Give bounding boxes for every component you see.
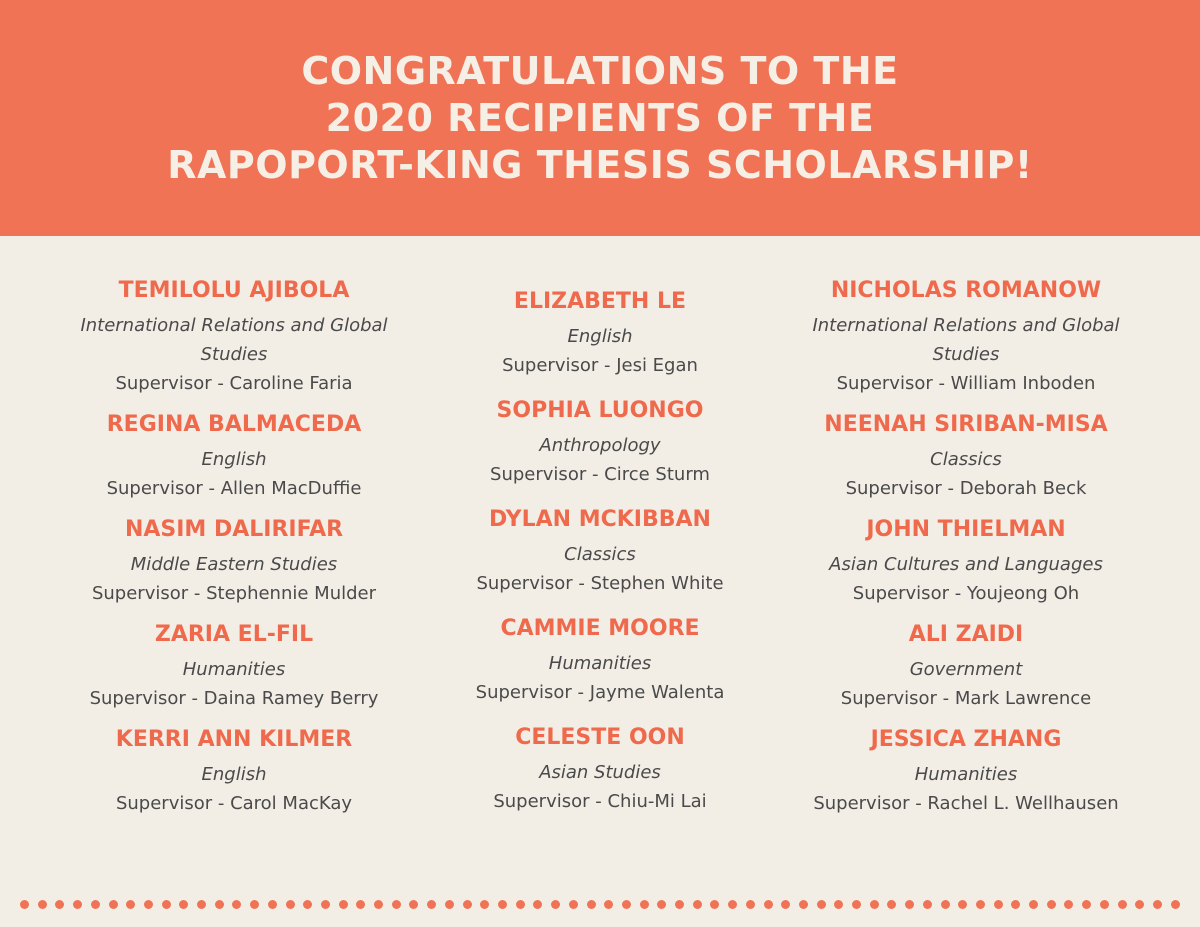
recipient-supervisor: Supervisor - Daina Ramey Berry [89, 688, 379, 709]
recipient-name: NEENAH SIRIBAN-MISA [824, 412, 1108, 437]
recipient-entry [813, 726, 1118, 818]
decorative-dot [710, 900, 719, 909]
header-banner [0, 0, 1200, 236]
recipient-supervisor: Supervisor - William Inboden [836, 373, 1096, 394]
page-title-line-2: 2020 RECIPIENTS OF THE [325, 95, 875, 140]
decorative-dot [303, 900, 312, 909]
decorative-dot [622, 900, 631, 909]
decorative-dot [781, 900, 790, 909]
recipient-name: CAMMIE MOORE [500, 616, 700, 641]
decorative-dot [604, 900, 613, 909]
decorative-dot [1047, 900, 1056, 909]
recipient-entry [490, 397, 710, 489]
decorative-dot [286, 900, 295, 909]
decorative-dot [20, 900, 29, 909]
recipient-supervisor: Supervisor - Mark Lawrence [840, 688, 1092, 709]
recipient-entry [801, 277, 1131, 398]
recipient-entry [841, 621, 1091, 713]
recipient-name: JOHN THIELMAN [866, 517, 1066, 542]
recipient-department: Asian Studies [539, 762, 661, 783]
recipient-entry [107, 411, 362, 503]
decorative-dot [693, 900, 702, 909]
decorative-dot [569, 900, 578, 909]
recipient-department: International Relations and Global Studies [80, 315, 388, 365]
decorative-dot [958, 900, 967, 909]
page-title-line-1: CONGRATULATIONS TO THE [301, 48, 899, 93]
recipient-supervisor: Supervisor - Stephen White [476, 573, 724, 594]
decorative-dot [799, 900, 808, 909]
recipient-supervisor: Supervisor - Youjeong Oh [852, 583, 1080, 604]
decorative-dot [1082, 900, 1091, 909]
decorative-dot [516, 900, 525, 909]
decorative-dot [551, 900, 560, 909]
recipient-entry [824, 411, 1107, 503]
decorative-dot [480, 900, 489, 909]
decorative-dot [427, 900, 436, 909]
recipient-department: English [567, 326, 633, 347]
decorative-dot [55, 900, 64, 909]
decorative-dot [905, 900, 914, 909]
recipient-supervisor: Supervisor - Deborah Beck [845, 478, 1087, 499]
recipient-department: Classics [930, 449, 1002, 470]
recipient-supervisor: Supervisor - Carol MacKay [115, 793, 353, 814]
decorative-dot [675, 900, 684, 909]
recipients-column-right [776, 277, 1156, 831]
decorative-dot [144, 900, 153, 909]
decorative-dot [887, 900, 896, 909]
decorative-dot [640, 900, 649, 909]
decorative-dot [374, 900, 383, 909]
decorative-dot-border [20, 897, 1180, 911]
decorative-dot [1064, 900, 1073, 909]
recipient-name: SOPHIA LUONGO [496, 398, 704, 423]
decorative-dot [587, 900, 596, 909]
decorative-dot [994, 900, 1003, 909]
decorative-dot [162, 900, 171, 909]
decorative-dot [73, 900, 82, 909]
recipient-name: ALI ZAIDI [908, 622, 1024, 647]
decorative-dot [356, 900, 365, 909]
decorative-dot [91, 900, 100, 909]
recipient-name: TEMILOLU AJIBOLA [118, 278, 350, 303]
decorative-dot [179, 900, 188, 909]
decorative-dot [109, 900, 118, 909]
decorative-dot [1153, 900, 1162, 909]
decorative-dot [215, 900, 224, 909]
decorative-dot [834, 900, 843, 909]
recipients-column-left [44, 277, 424, 831]
decorative-dot [533, 900, 542, 909]
recipient-supervisor: Supervisor - Stephennie Mulder [91, 583, 377, 604]
recipient-department: Humanities [548, 653, 652, 674]
recipient-department: Humanities [182, 659, 286, 680]
recipient-entry [502, 288, 698, 380]
decorative-dot [321, 900, 330, 909]
decorative-dot [1011, 900, 1020, 909]
recipient-name: KERRI ANN KILMER [115, 727, 353, 752]
decorative-dot [657, 900, 666, 909]
recipient-department: English [201, 449, 267, 470]
recipient-department: Classics [564, 544, 636, 565]
recipient-entry [476, 615, 725, 707]
decorative-dot [923, 900, 932, 909]
recipient-department: International Relations and Global Studies [812, 315, 1120, 365]
recipient-entry [69, 277, 399, 398]
decorative-dot [126, 900, 135, 909]
recipient-supervisor: Supervisor - Jayme Walenta [475, 682, 725, 703]
recipient-entry [116, 726, 352, 818]
recipient-name: ZARIA EL-FIL [154, 622, 314, 647]
decorative-dot [268, 900, 277, 909]
recipient-department: Government [909, 659, 1023, 680]
recipient-name: NICHOLAS ROMANOW [830, 278, 1102, 303]
recipient-entry [476, 506, 723, 598]
recipient-department: Middle Eastern Studies [130, 554, 338, 575]
recipient-supervisor: Supervisor - Circe Sturm [490, 464, 710, 485]
recipient-name: ELIZABETH LE [513, 289, 687, 314]
decorative-dot [463, 900, 472, 909]
decorative-dot [498, 900, 507, 909]
recipient-supervisor: Supervisor - Caroline Faria [115, 373, 353, 394]
page-title-line-3: RAPOPORT-KING THESIS SCHOLARSHIP! [167, 142, 1033, 187]
decorative-dot [1135, 900, 1144, 909]
decorative-dot [392, 900, 401, 909]
recipient-supervisor: Supervisor - Chiu-Mi Lai [493, 791, 707, 812]
recipient-supervisor: Supervisor - Allen MacDuffie [106, 478, 362, 499]
decorative-dot [941, 900, 950, 909]
decorative-dot [339, 900, 348, 909]
recipient-department: English [201, 764, 267, 785]
recipient-department: Asian Cultures and Languages [829, 554, 1103, 575]
recipient-entry [90, 621, 379, 713]
recipient-entry [92, 516, 376, 608]
decorative-dot [1029, 900, 1038, 909]
decorative-dot [250, 900, 259, 909]
decorative-dot [1100, 900, 1109, 909]
decorative-dot [870, 900, 879, 909]
recipient-name: CELESTE OON [515, 725, 685, 750]
decorative-dot [1118, 900, 1127, 909]
recipient-name: REGINA BALMACEDA [106, 412, 362, 437]
decorative-dot [764, 900, 773, 909]
recipient-supervisor: Supervisor - Jesi Egan [502, 355, 698, 376]
recipient-department: Anthropology [539, 435, 661, 456]
decorative-dot [976, 900, 985, 909]
decorative-dot [1171, 900, 1180, 909]
decorative-dot [409, 900, 418, 909]
decorative-dot [232, 900, 241, 909]
recipient-name: NASIM DALIRIFAR [124, 517, 344, 542]
decorative-dot [817, 900, 826, 909]
recipient-entry [493, 724, 706, 816]
decorative-dot [445, 900, 454, 909]
decorative-dot [746, 900, 755, 909]
recipient-entry [829, 516, 1103, 608]
decorative-dot [728, 900, 737, 909]
recipient-name: DYLAN MCKIBBAN [489, 507, 711, 532]
recipient-name: JESSICA ZHANG [870, 727, 1062, 752]
decorative-dot [38, 900, 47, 909]
recipients-column-middle [410, 288, 790, 833]
decorative-dot [197, 900, 206, 909]
recipient-supervisor: Supervisor - Rachel L. Wellhausen [813, 793, 1119, 814]
recipient-department: Humanities [914, 764, 1018, 785]
decorative-dot [852, 900, 861, 909]
